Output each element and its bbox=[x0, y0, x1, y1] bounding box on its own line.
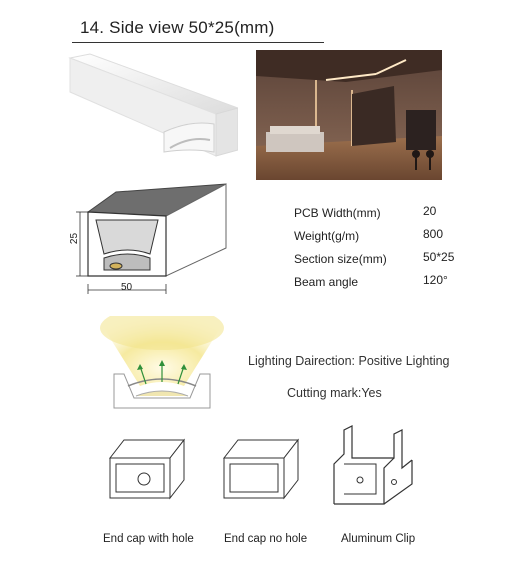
spec-value-weight: 800 bbox=[423, 227, 444, 241]
spec-value-beam-angle: 120° bbox=[423, 273, 448, 287]
end-cap-with-hole-icon bbox=[104, 432, 186, 504]
end-cap-no-hole-icon bbox=[218, 432, 300, 504]
cutting-mark-text: Cutting mark:Yes bbox=[287, 386, 382, 400]
spec-value-section-size: 50*25 bbox=[423, 250, 455, 264]
lighting-beam-illustration bbox=[100, 316, 224, 414]
caption-end-cap-no-hole: End cap no hole bbox=[224, 533, 308, 545]
page-title: 14. Side view 50*25(mm) bbox=[80, 18, 275, 37]
spec-label-weight: Weight(g/m) bbox=[294, 229, 360, 243]
caption-aluminum-clip: Aluminum Clip bbox=[341, 533, 416, 545]
spec-label-section-size: Section size(mm) bbox=[294, 252, 387, 266]
caption-end-cap-with-hole: End cap with hole bbox=[103, 533, 194, 545]
height-dimension-label: 25 bbox=[69, 232, 81, 245]
title-underline bbox=[72, 42, 324, 43]
spec-value-pcb-width: 20 bbox=[423, 204, 437, 218]
cross-section-drawing bbox=[66, 180, 238, 302]
profile-product-image bbox=[66, 52, 238, 164]
aluminum-clip-icon bbox=[328, 424, 416, 508]
width-dimension-label: 50 bbox=[121, 282, 133, 293]
spec-label-pcb-width: PCB Width(mm) bbox=[294, 206, 381, 220]
spec-label-beam-angle: Beam angle bbox=[294, 275, 359, 289]
lighting-direction-text: Lighting Dairection: Positive Lighting bbox=[248, 354, 450, 368]
installation-photo bbox=[256, 50, 442, 180]
